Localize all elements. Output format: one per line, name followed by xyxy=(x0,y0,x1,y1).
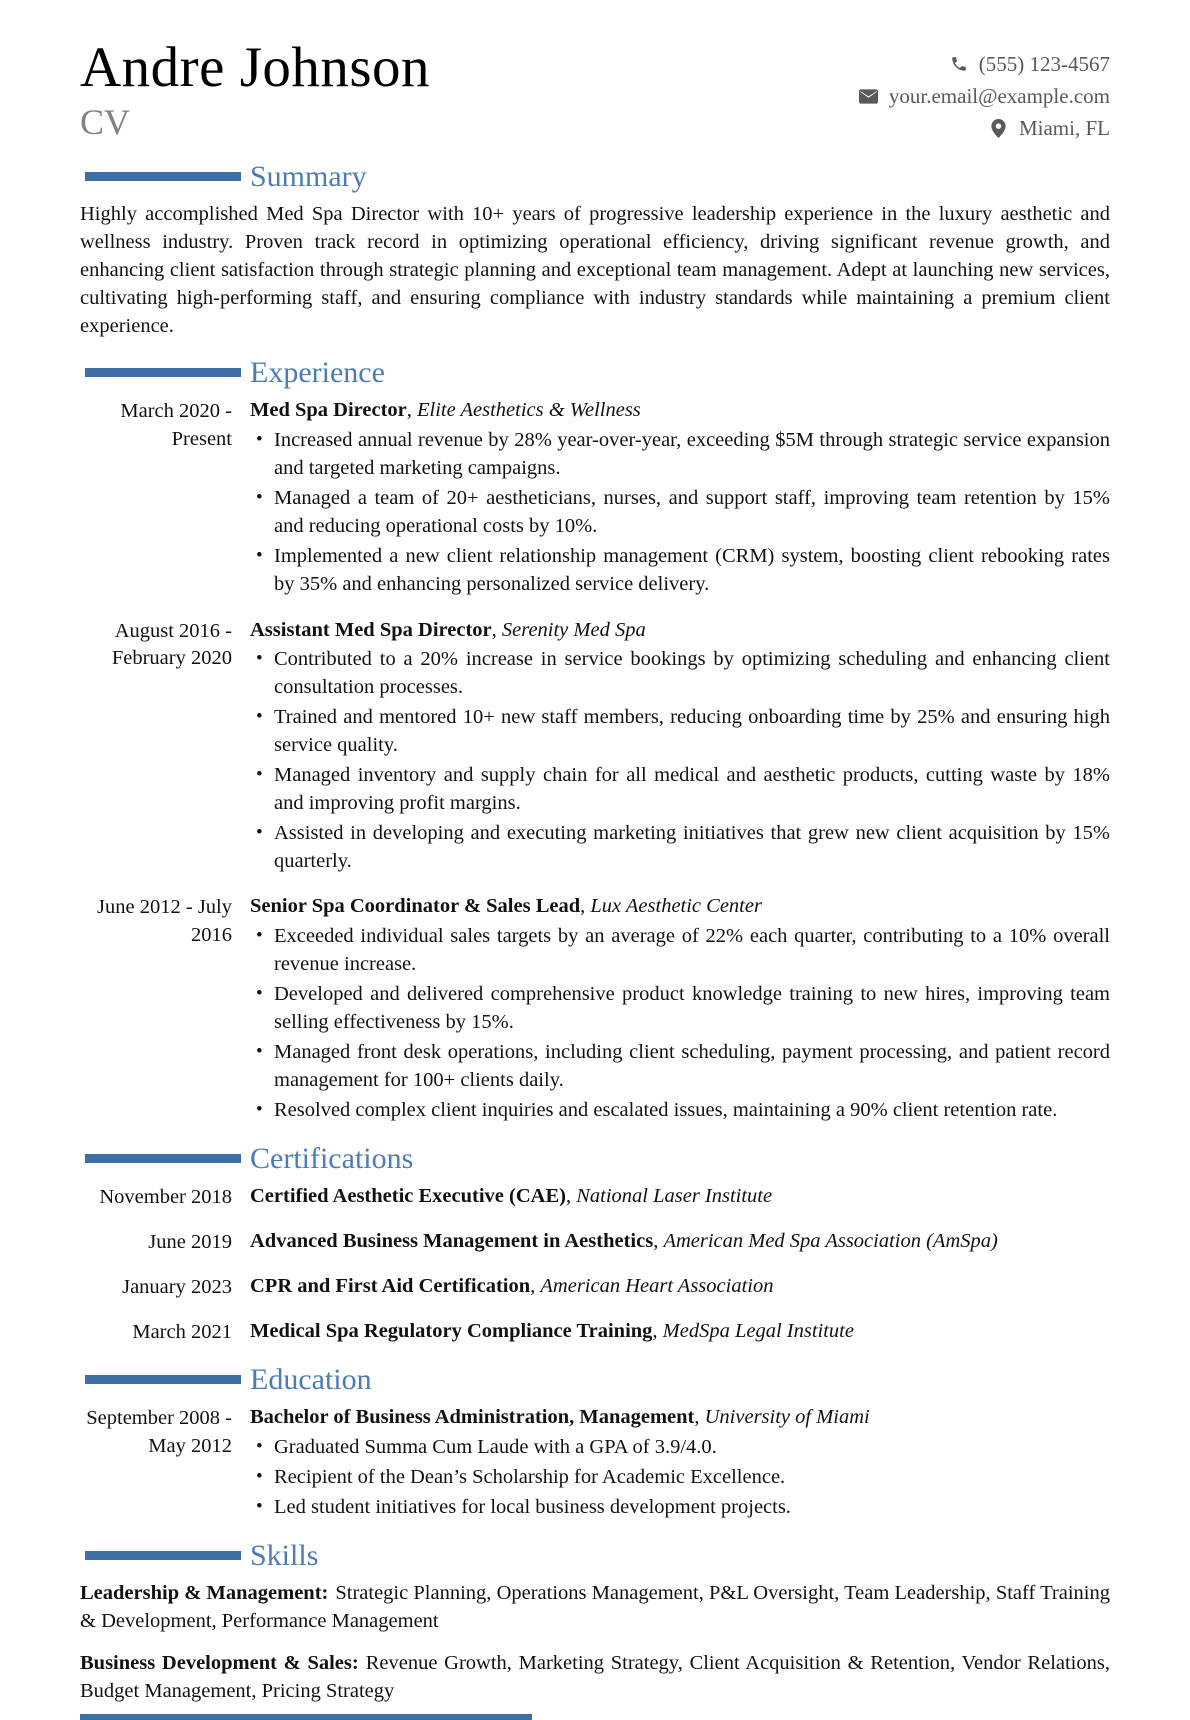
bullet-item: • Recipient of the Dean’s Scholarship for Academic Excellence. xyxy=(250,1464,1110,1492)
job-title: Senior Spa Coordinator & Sales Lead , xyxy=(250,895,590,917)
school-name: University of Miami xyxy=(704,1405,870,1428)
phone-number: (555) 123-4567 xyxy=(978,52,1110,76)
location-pin-icon xyxy=(989,118,1009,138)
contact-phone-row xyxy=(859,48,1110,80)
entry-dates: March 2020 - Present xyxy=(120,400,232,451)
job-title: Med Spa Director , xyxy=(250,399,417,421)
entry-title-line xyxy=(250,617,1110,645)
experience-entry xyxy=(80,893,1110,1126)
company-name: Lux Aesthetic Center xyxy=(590,895,762,918)
header-left xyxy=(80,38,430,140)
bullet-list xyxy=(250,427,1110,598)
bullet-item: • Graduated Summa Cum Laude with a GPA of 3.9/4.0. xyxy=(250,1434,1110,1462)
certification-entry xyxy=(80,1183,1110,1212)
section-title: Experience xyxy=(250,356,385,390)
bullet-item: • Implemented a new client relationship management (CRM) system, boosting client rebooking rates by 35% and enhancing personalized service delivery. xyxy=(250,543,1110,599)
bullet-item: • Increased annual revenue by 28% year-over-year, exceeding $5M through strategic service expansion and targeted marketing campaigns. xyxy=(250,427,1110,483)
issuing-org: American Heart Association xyxy=(540,1275,774,1298)
skill-group-label: Leadership & Management: xyxy=(80,1582,329,1605)
summary-text: Highly accomplished Med Spa Director with 10+ years of progressive leadership experience in the luxury aesthetic and wellness industry. Proven track record in optimizing operational efficiency, driving significant revenue growth, and enhancing client satisfaction through strategic planning and exceptional team management. Adept at launching new services, cultivating high-performing staff, and ensuring compliance with industry standards while maintaining a premium client experience. xyxy=(80,203,1110,337)
entry-dates: March 2021 xyxy=(132,1321,232,1343)
issuing-org: MedSpa Legal Institute xyxy=(662,1320,854,1342)
bullet-item: • Assisted in developing and executing marketing initiatives that grew new client acquisition by 15% quarterly. xyxy=(250,820,1110,876)
entry-dates: November 2018 xyxy=(99,1186,232,1209)
email-address: your.email@example.com xyxy=(888,84,1110,108)
entry-body xyxy=(232,1228,1110,1257)
clipped-section-bar xyxy=(80,1714,532,1720)
bullet-item: • Developed and delivered comprehensive product knowledge training to new hires, improving team selling effectiveness by 15%. xyxy=(250,981,1110,1037)
entry-dates: January 2023 xyxy=(122,1276,232,1299)
entry-title-line xyxy=(250,1273,1110,1301)
entry-dates: August 2016 - February 2020 xyxy=(111,619,232,670)
entry-title-line xyxy=(250,1183,1110,1211)
skill-group-items: Strategic Planning, Operations Management, P&L Oversight, Team Leadership, Staff Training & Development, Performance Management xyxy=(80,1582,1110,1633)
entry-body xyxy=(232,1404,1110,1524)
bullet-item: • Managed inventory and supply chain for all medical and aesthetic products, cutting waste by 18% and improving profit margins. xyxy=(250,762,1110,818)
entry-body xyxy=(232,1273,1110,1302)
section-heading-summary xyxy=(80,160,1110,193)
entry-body xyxy=(232,893,1110,1126)
header xyxy=(80,38,1110,144)
skill-group-items: Revenue Growth, Marketing Strategy, Client Acquisition & Retention, Vendor Relations, Budget Management, Pricing Strategy xyxy=(80,1652,1110,1702)
entry-title-line xyxy=(250,1228,1110,1256)
entry-dates: June 2019 xyxy=(148,1231,232,1254)
section-heading-skills xyxy=(80,1539,1110,1572)
certification-entry xyxy=(80,1228,1110,1257)
section-heading-experience xyxy=(80,356,1110,389)
entry-title-line xyxy=(250,1318,1110,1346)
company-name: Elite Aesthetics & Wellness xyxy=(417,399,641,422)
entry-title-line xyxy=(250,397,1110,425)
section-title: Education xyxy=(250,1362,372,1396)
bullet-list xyxy=(250,1434,1110,1522)
entry-title-line xyxy=(250,893,1110,921)
section-bar xyxy=(85,1154,241,1163)
contact-email-row xyxy=(859,80,1110,112)
skill-group-label: Business Development & Sales: xyxy=(80,1652,359,1675)
entry-dates: June 2012 - July 2016 xyxy=(97,896,232,947)
entry-title-line xyxy=(250,1404,1110,1432)
bullet-list xyxy=(250,646,1110,875)
location-text: Miami, FL xyxy=(1018,116,1110,140)
contact-info xyxy=(859,48,1110,144)
issuing-org: National Laser Institute xyxy=(576,1185,773,1208)
certification-entry xyxy=(80,1273,1110,1302)
page-title: Andre Johnson xyxy=(80,36,431,99)
section-title: Certifications xyxy=(250,1142,414,1176)
skill-group xyxy=(80,1650,1110,1706)
bullet-item: • Led student initiatives for local business development projects. xyxy=(250,1494,1110,1522)
section-title: Summary xyxy=(250,160,367,193)
entry-dates: September 2008 - May 2012 xyxy=(86,1406,232,1457)
section-bar xyxy=(85,172,241,181)
bullet-item: • Exceeded individual sales targets by an average of 22% each quarter, contributing to a 10% overall revenue increase. xyxy=(250,923,1110,979)
experience-entry xyxy=(80,397,1110,600)
bullet-item: • Managed a team of 20+ aestheticians, nurses, and support staff, improving team retention by 15% and reducing operational costs by 10%. xyxy=(250,485,1110,541)
bullet-item: • Resolved complex client inquiries and escalated issues, maintaining a 90% client retention rate. xyxy=(250,1097,1110,1125)
section-heading-education xyxy=(80,1363,1110,1396)
contact-location-row xyxy=(859,112,1110,144)
certification-title: Certified Aesthetic Executive (CAE) , xyxy=(250,1185,576,1207)
section-title: Skills xyxy=(250,1539,319,1573)
bullet-item: • Trained and mentored 10+ new staff members, reducing onboarding time by 25% and ensuring high service quality. xyxy=(250,704,1110,760)
section-bar xyxy=(85,1375,241,1384)
section-heading-certifications xyxy=(80,1142,1110,1175)
experience-entry xyxy=(80,617,1110,878)
section-bar xyxy=(85,368,241,377)
entry-body xyxy=(232,1183,1110,1212)
certification-title: CPR and First Aid Certification , xyxy=(250,1275,540,1297)
bullet-list xyxy=(250,923,1110,1124)
degree-title: Bachelor of Business Administration, Management , xyxy=(250,1406,705,1428)
section-bar xyxy=(85,1551,241,1560)
certification-title: Advanced Business Management in Aesthetics , xyxy=(250,1230,663,1252)
entry-body xyxy=(232,1318,1110,1347)
education-entry xyxy=(80,1404,1110,1524)
skill-group xyxy=(80,1580,1110,1636)
company-name: Serenity Med Spa xyxy=(501,618,646,641)
bullet-item: • Managed front desk operations, including client scheduling, payment processing, and patient record management for 100+ clients daily. xyxy=(250,1039,1110,1095)
certification-title: Medical Spa Regulatory Compliance Training , xyxy=(250,1320,663,1342)
entry-body xyxy=(232,397,1110,600)
bullet-item: • Contributed to a 20% increase in service bookings by optimizing scheduling and enhancing client consultation processes. xyxy=(250,646,1110,702)
certification-entry xyxy=(80,1318,1110,1347)
email-icon xyxy=(859,86,879,106)
issuing-org: American Med Spa Association (AmSpa) xyxy=(663,1230,998,1253)
cv-subtitle: CV xyxy=(80,101,131,142)
phone-icon xyxy=(949,54,969,74)
entry-body xyxy=(232,617,1110,878)
job-title: Assistant Med Spa Director , xyxy=(250,619,502,641)
